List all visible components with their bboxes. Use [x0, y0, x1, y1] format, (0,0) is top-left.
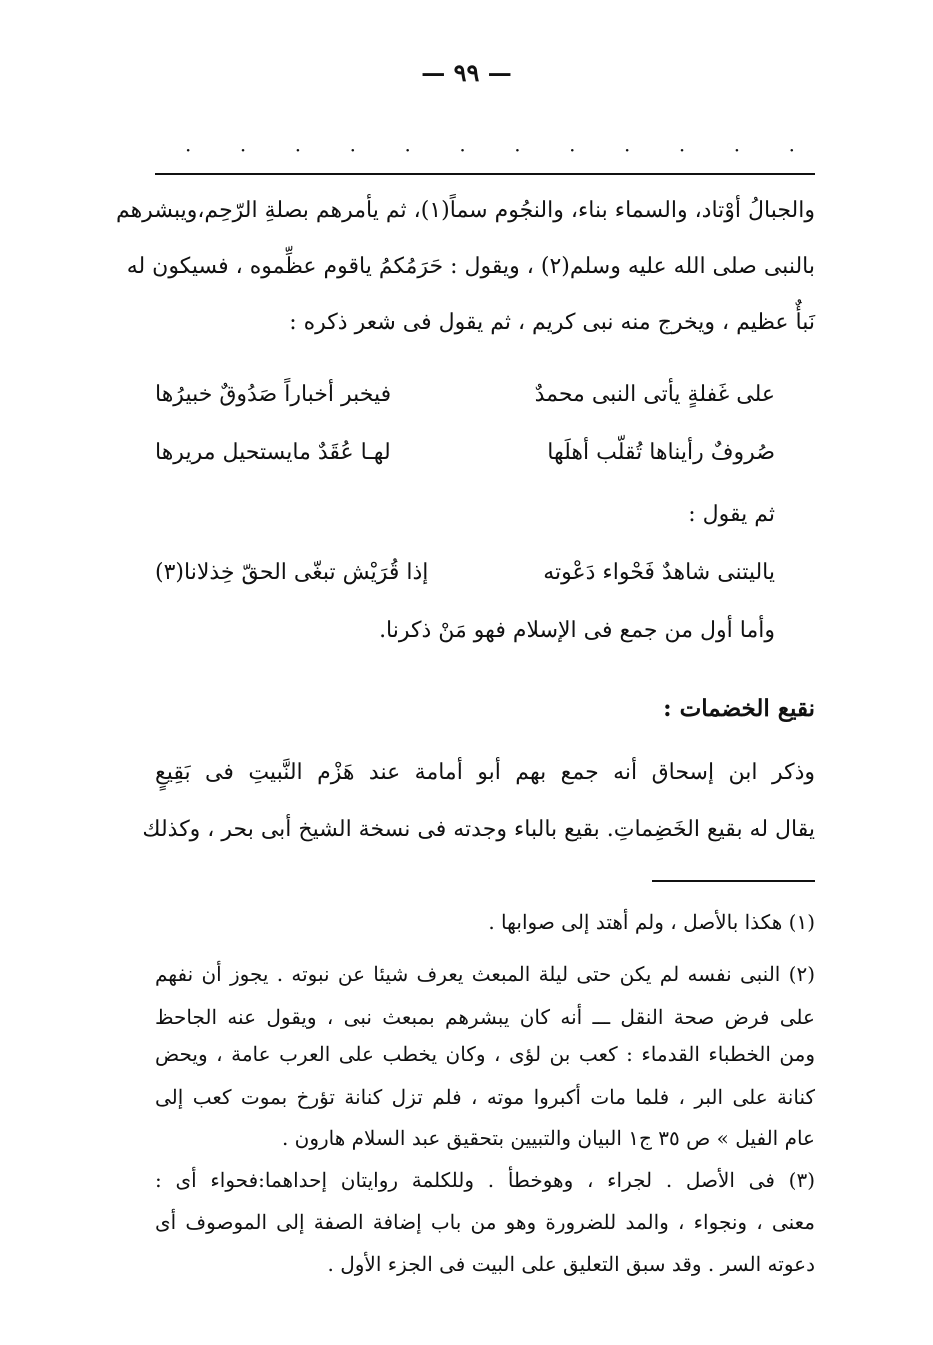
- dot: ·: [514, 138, 521, 162]
- header-rule: [155, 173, 815, 175]
- section-line: يقال له بقيع الخَضِماتِ. بقيع بالباء وجدته فى نسخة الشيخ أبى بحر ، وكذلك: [142, 817, 815, 842]
- verse-second-hemistich: لهـا عُقَدٌ مايستحيل مريرها: [155, 440, 391, 465]
- dot: ·: [733, 138, 741, 162]
- body-line: والجبالُ أوْتاد، والسماء بناء، والنجُوم سماً(١)، ثم يأمرهم بصلةِ الرّحِم،ويبشرهم: [115, 198, 815, 223]
- verse-first-hemistich: صُروفٌ رأيناها تُقلّب أهلَها: [547, 440, 775, 465]
- dot: ·: [349, 138, 356, 162]
- footnote-line: (٢) النبى نفسه لم يكن حتى ليلة المبعث يعرف شيئا عن نبوته . يجوز أن نفهم: [155, 962, 815, 986]
- footnote-line: كنانة على البر ، فلما مات أكبروا موته ، فلم تزل كنانة تؤرخ بموت كعب إلى: [155, 1085, 815, 1109]
- then-says-line: ثم يقول :: [688, 502, 775, 527]
- verse-line: [155, 380, 775, 410]
- footnote-line: ومن الخطباء القدماء : كعب بن لؤى ، وكان يخطب على العرب عامة ، ويحض: [155, 1042, 815, 1066]
- footnote-line: (١) هكذا بالأصل ، ولم أهتد إلى صوابها .: [488, 910, 815, 934]
- dot: ·: [239, 138, 247, 162]
- verse-second-hemistich: إذا قُرَيْش تبغّى الحقّ خِذلانا(٣): [155, 560, 429, 585]
- page-number: — ٩٩ —: [421, 58, 512, 87]
- separator-dots: [185, 140, 795, 160]
- footnote-rule: [652, 880, 815, 882]
- dot: ·: [788, 138, 795, 162]
- footnote-line: (٣) فى الأصل . لجراء ، وهوخطأ . وللكلمة روايتان إحداهما:فحواء أى :: [155, 1168, 815, 1192]
- section-line: وذكر ابن إسحاق أنه جمع بهم أبو أمامة عند هَزْم النَّبيتِ فى بَقِيعٍ: [155, 760, 815, 785]
- verse-second-hemistich: فيخبر أخباراً صَدُوقٌ خبيرُها: [155, 382, 392, 407]
- body-line: نَبأٌ عظيم ، ويخرج منه نبى كريم ، ثم يقول فى شعر ذكره :: [289, 310, 815, 335]
- footnote-line: معنى ، ونجواء ، والمد للضرورة وهو من باب إضافة الصفة إلى الموصوف أى: [155, 1210, 815, 1234]
- verse-first-hemistich: على غَفلةٍ يأتى النبى محمدٌ: [534, 382, 775, 407]
- verse-first-hemistich: ياليتنى شاهدٌ فَحْواء دَعْوته: [543, 560, 775, 585]
- dot: ·: [185, 138, 192, 162]
- dot: ·: [678, 138, 686, 162]
- dot: ·: [459, 138, 466, 162]
- dot: ·: [404, 138, 411, 162]
- verse-line: [155, 438, 775, 468]
- closing-line: وأما أول من جمع فى الإسلام فهو مَنْ ذكرنا.: [379, 618, 775, 643]
- section-heading: نقيع الخضمات :: [663, 695, 815, 722]
- dot: ·: [624, 138, 631, 162]
- verse-line: [155, 558, 775, 588]
- footnote-line: عام الفيل » ص ٣٥ ج١ البيان والتبيين بتحقيق عبد السلام هارون .: [281, 1126, 815, 1150]
- footnote-line: على فرض صحة النقل ـــ أنه كان يبشرهم بمبعث نبى ، ويقول عنه الجاحظ: [155, 1005, 815, 1029]
- dot: ·: [569, 138, 576, 162]
- footnote-line: دعوته السر . وقد سبق التعليق على البيت فى الجزء الأول .: [327, 1252, 815, 1276]
- dot: ·: [294, 138, 302, 162]
- body-line: بالنبى صلى الله عليه وسلم(٢) ، ويقول : حَرَمُكمُ ياقوم عظِّموه ، فسيكون له: [126, 254, 815, 279]
